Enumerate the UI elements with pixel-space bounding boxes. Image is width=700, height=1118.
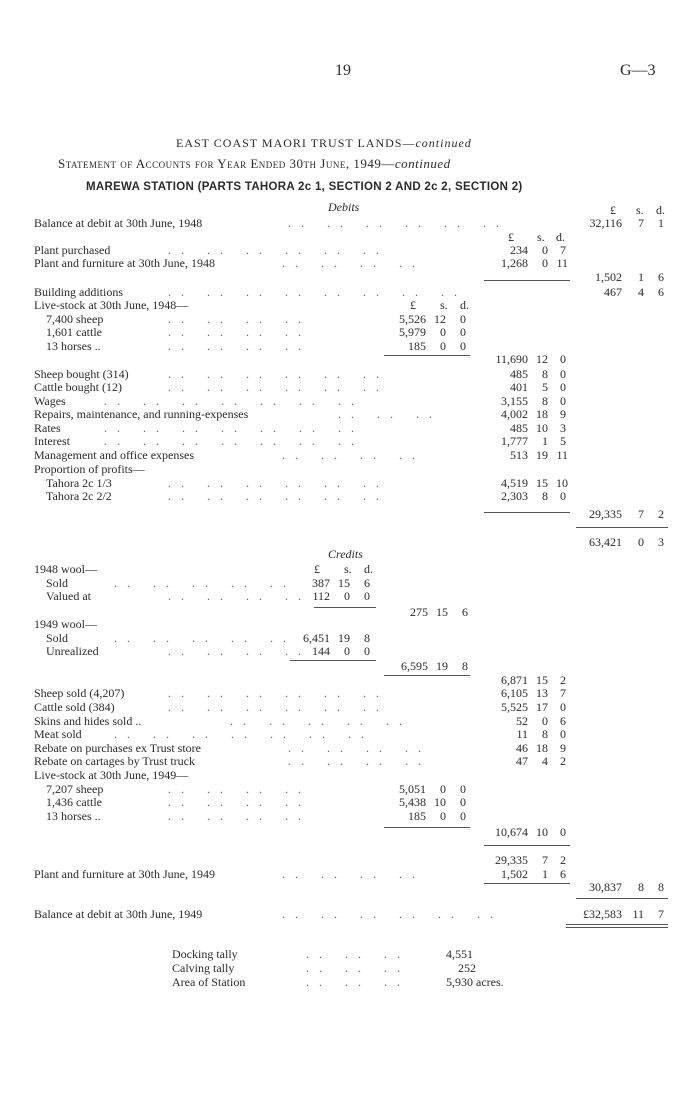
calving-tally-value: 252 [458,961,476,975]
profits-label: Proportion of profits— [34,462,145,476]
expense-pounds: 485 [510,367,528,381]
balance-1949-pence: 7 [658,907,664,921]
livestock-1949-sheep-pounds: 5,051 [399,782,426,796]
expense-pounds: 513 [510,448,528,462]
leader-dots: .. .. .. .. [168,339,311,353]
sale-pounds: 5,525 [501,700,528,714]
leader-dots: .. .. .. .. [168,325,311,339]
units-shilling: s. [537,230,545,244]
leader-dots: .. .. .. .. .. .. .. [104,421,364,435]
page-number: 19 [335,62,351,79]
rule [384,827,470,828]
units-pence: d. [364,562,373,576]
leader-dots: .. .. .. .. .. .. .. [104,434,364,448]
leader-dots: .. .. .. .. [168,809,311,823]
sale-shillings: 4 [542,754,548,768]
sale-pence: 0 [560,727,566,741]
wool-1948-total-pounds: 275 [410,605,428,619]
expense-label: Wages [34,394,66,408]
expense-pence: 0 [560,380,566,394]
expense-label: Cattle bought (12) [34,380,122,394]
expense-label: Sheep bought (314) [34,367,129,381]
profit-tahora-2-pounds: 2,303 [501,489,528,503]
wool-total-pounds: 6,871 [501,673,528,687]
balance-1948-label: Balance at debit at 30th June, 1948 [34,216,203,230]
leader-dots: .. .. .. .. [168,795,311,809]
rule [484,883,570,884]
livestock-1948-label: Live-stock at 30th June, 1948— [34,298,189,312]
sale-pence: 0 [560,700,566,714]
expense-shillings: 10 [536,421,548,435]
expense-pounds: 401 [510,380,528,394]
livestock-1949-sheep-label: 7,207 sheep [46,782,104,796]
plant-purchased-pence: 7 [560,243,566,257]
livestock-1948-total-shillings: 12 [536,352,548,366]
balance-1948-pence: 1 [658,216,664,230]
rule [384,355,470,356]
docking-tally-value: 4,551 [446,947,473,961]
title-statement: Statement of Accounts for Year Ended 30th June, 1949—continued [58,156,451,171]
units-shilling: s. [344,562,352,576]
livestock-1949-total-shillings: 10 [536,825,548,839]
plant-1949-shillings: 1 [542,867,548,881]
sale-label: Sheep sold (4,207) [34,686,125,700]
calving-tally-label: Calving tally [172,961,235,975]
livestock-1948-sheep-pence: 0 [460,312,466,326]
building-pounds: 467 [604,285,622,299]
wool-1949-unrealized-pence: 0 [364,644,370,658]
livestock-1948-horses-shillings: 0 [440,339,446,353]
expense-pence: 0 [560,394,566,408]
expense-label: Repairs, maintenance, and running-expenses [34,407,249,421]
livestock-1948-sheep-shillings: 12 [434,312,446,326]
livestock-1948-cattle-shillings: 0 [440,325,446,339]
wool-1949-unrealized-shillings: 0 [344,644,350,658]
sale-pence: 9 [560,741,566,755]
plant-1949-label: Plant and furniture at 30th June, 1949 [34,867,215,881]
sale-shillings: 0 [542,714,548,728]
expense-shillings: 18 [536,407,548,421]
units-pound: £ [610,203,616,217]
sale-shillings: 18 [536,741,548,755]
leader-dots: .. .. .. [338,407,442,421]
leader-dots: .. .. .. .. .. .. .. .. [168,285,467,299]
plant-1948-shillings: 0 [542,256,548,270]
debits-subtotal-pounds: 29,335 [589,507,622,521]
wool-1948-sold-shillings: 15 [338,576,350,590]
leader-dots: .. .. .. .. .. [114,631,296,645]
profit-tahora-2-pence: 0 [560,489,566,503]
leader-dots: .. .. .. .. .. .. [168,367,389,381]
plant-1949-pence: 6 [560,867,566,881]
expense-shillings: 5 [542,380,548,394]
leader-dots: .. .. .. .. .. [114,576,296,590]
wool-1949-label: 1949 wool— [34,617,97,631]
units-shilling: s. [440,298,448,312]
leader-dots: .. .. .. .. [282,256,425,270]
units-pence: d. [656,203,665,217]
profit-tahora-1-shillings: 15 [536,476,548,490]
leader-dots: .. .. .. .. [288,741,431,755]
leader-dots: .. .. .. .. [168,782,311,796]
wool-total-pence: 2 [560,673,566,687]
leader-dots: .. .. .. .. .. .. [168,243,389,257]
credits-heading: Credits [328,547,363,561]
rule [484,845,570,846]
profit-tahora-2-label: Tahora 2c 2/2 [46,489,112,503]
wool-1949-sold-label: Sold [46,631,69,645]
rule [576,527,668,528]
plant-1948-pounds: 1,268 [501,256,528,270]
expense-pence: 5 [560,434,566,448]
title-trust-lands: EAST COAST MAORI TRUST LANDS—continued [176,136,472,150]
leader-dots: .. .. .. .. .. .. [168,700,389,714]
wool-1949-total-pounds: 6,595 [401,659,428,673]
double-rule-top [566,924,668,925]
building-label: Building additions [34,285,124,299]
docking-tally-label: Docking tally [172,947,238,961]
wool-1949-sold-shillings: 19 [338,631,350,645]
leader-dots: .. .. .. .. [168,589,311,603]
leader-dots: .. .. .. .. .. .. [282,907,503,921]
sale-pence: 7 [560,686,566,700]
units-pence: d. [460,298,469,312]
balance-1949-shillings: 11 [632,907,644,921]
livestock-1949-horses-shillings: 0 [440,809,446,823]
plant-purchased-shillings: 0 [542,243,548,257]
wool-1948-sold-pounds: 387 [312,576,330,590]
wool-1948-valued-pence: 0 [364,589,370,603]
balance-1948-shillings: 7 [638,216,644,230]
expense-shillings: 19 [536,448,548,462]
livestock-1948-total-pence: 0 [560,352,566,366]
livestock-1949-cattle-pounds: 5,438 [399,795,426,809]
expense-shillings: 8 [542,394,548,408]
units-pound: £ [314,562,320,576]
expense-pence: 3 [560,421,566,435]
livestock-1948-cattle-label: 1,601 cattle [46,325,102,339]
livestock-1948-cattle-pounds: 5,979 [399,325,426,339]
profit-tahora-2-shillings: 8 [542,489,548,503]
expense-pounds: 4,002 [501,407,528,421]
leader-dots: .. .. .. .. [288,754,431,768]
plant-total-pence: 6 [658,270,664,284]
expense-label: Management and office expenses [34,448,195,462]
plant-total-pounds: 1,502 [595,270,622,284]
livestock-1949-sheep-pence: 0 [460,782,466,796]
leader-dots: .. .. .. .. .. .. [168,489,389,503]
section-code: G—3 [620,62,656,79]
expense-pence: 0 [560,367,566,381]
expense-shillings: 8 [542,367,548,381]
units-pound: £ [508,230,514,244]
plant-purchased-pounds: 234 [510,243,528,257]
livestock-1949-cattle-pence: 0 [460,795,466,809]
leader-dots: .. .. .. .. [282,448,425,462]
sale-pence: 6 [560,714,566,728]
leader-dots: .. .. .. .. .. .. [288,216,509,230]
livestock-1949-horses-label: 13 horses .. [46,809,101,823]
debits-heading: Debits [328,200,360,214]
leader-dots: .. .. .. .. [282,867,425,881]
livestock-1948-cattle-pence: 0 [460,325,466,339]
livestock-1949-cattle-label: 1,436 cattle [46,795,102,809]
rule [314,607,376,608]
wool-1949-total-shillings: 19 [436,659,448,673]
livestock-1949-sheep-shillings: 0 [440,782,446,796]
wool-1948-sold-label: Sold [46,576,69,590]
leader-dots: .. .. .. .. .. .. .. [104,394,364,408]
expense-pounds: 1,777 [501,434,528,448]
expense-pence: 11 [556,448,568,462]
leader-dots: .. .. .. .. .. .. [168,686,389,700]
profit-tahora-1-pence: 10 [556,476,568,490]
building-pence: 6 [658,285,664,299]
sale-shillings: 17 [536,700,548,714]
balance-1949-pounds: £32,583 [583,907,622,921]
sale-pence: 2 [560,754,566,768]
balance-1948-pounds: 32,116 [589,216,622,230]
debits-subtotal-shillings: 7 [638,507,644,521]
sale-shillings: 13 [536,686,548,700]
credits-subtotal-pounds: 29,335 [495,853,528,867]
livestock-1948-sheep-label: 7,400 sheep [46,312,104,326]
credits-total-shillings: 8 [638,880,644,894]
sale-label: Rebate on purchases ex Trust store [34,741,201,755]
wool-total-shillings: 15 [536,673,548,687]
profit-tahora-1-label: Tahora 2c 1/3 [46,476,112,490]
livestock-1949-total-pounds: 10,674 [495,825,528,839]
rule [384,675,470,676]
plant-1948-pence: 11 [556,256,568,270]
wool-1949-sold-pounds: 6,451 [303,631,330,645]
livestock-1949-total-pence: 0 [560,825,566,839]
balance-1949-label: Balance at debit at 30th June, 1949 [34,907,203,921]
plant-total-shillings: 1 [638,270,644,284]
sale-shillings: 8 [542,727,548,741]
expense-pounds: 3,155 [501,394,528,408]
wool-1949-unrealized-pounds: 144 [312,644,330,658]
plant-1949-pounds: 1,502 [501,867,528,881]
livestock-1949-horses-pounds: 185 [408,809,426,823]
sale-pounds: 52 [516,714,528,728]
units-pound: £ [410,298,416,312]
expense-label: Interest [34,434,70,448]
sale-pounds: 46 [516,741,528,755]
rule [576,898,668,899]
sale-pounds: 6,105 [501,686,528,700]
expense-shillings: 1 [542,434,548,448]
sale-label: Meat sold [34,727,82,741]
rule [290,660,376,661]
leader-dots: .. .. .. [306,947,410,961]
units-pence: d. [556,230,565,244]
title-station: MAREWA STATION (PARTS TAHORA 2c 1, SECTION 2 AND 2c 2, SECTION 2) [86,181,523,193]
wool-1948-valued-label: Valued at [46,589,91,603]
expense-pence: 9 [560,407,566,421]
livestock-1949-cattle-shillings: 10 [434,795,446,809]
debits-total-pounds: 63,421 [589,535,622,549]
plant-1948-label: Plant and furniture at 30th June, 1948 [34,256,215,270]
sale-label: Cattle sold (384) [34,700,115,714]
livestock-1948-total-pounds: 11,690 [495,352,528,366]
building-shillings: 4 [638,285,644,299]
rule [484,512,570,513]
livestock-1948-horses-pounds: 185 [408,339,426,353]
livestock-1948-sheep-pounds: 5,526 [399,312,426,326]
wool-1949-total-pence: 8 [462,659,468,673]
debits-total-shillings: 0 [638,535,644,549]
station-area-value: 5,930 acres. [446,975,504,989]
wool-1949-sold-pence: 8 [364,631,370,645]
credits-subtotal-pence: 2 [560,853,566,867]
leader-dots: .. .. .. .. [168,644,311,658]
credits-total-pence: 8 [658,880,664,894]
wool-1948-sold-pence: 6 [364,576,370,590]
livestock-1948-horses-label: 13 horses .. [46,339,101,353]
sale-pounds: 47 [516,754,528,768]
livestock-1949-label: Live-stock at 30th June, 1949— [34,768,189,782]
leader-dots: .. .. .. .. .. .. .. [114,727,374,741]
leader-dots: .. .. .. .. [168,312,311,326]
units-shilling: s. [636,203,644,217]
credits-total-pounds: 30,837 [589,880,622,894]
leader-dots: .. .. .. .. .. .. [168,476,389,490]
wool-1948-total-pence: 6 [462,605,468,619]
wool-1948-label: 1948 wool— [34,562,97,576]
profit-tahora-1-pounds: 4,519 [501,476,528,490]
leader-dots: .. .. .. [306,961,410,975]
credits-subtotal-shillings: 7 [542,853,548,867]
station-area-label: Area of Station [172,975,246,989]
wool-1948-valued-pounds: 112 [312,589,330,603]
wool-1948-total-shillings: 15 [436,605,448,619]
wool-1948-valued-shillings: 0 [344,589,350,603]
livestock-1948-horses-pence: 0 [460,339,466,353]
sale-label: Rebate on cartages by Trust truck [34,754,195,768]
expense-pounds: 485 [510,421,528,435]
plant-purchased-label: Plant purchased [34,243,111,257]
double-rule-bottom [566,927,668,928]
sale-pounds: 11 [516,727,528,741]
debits-total-pence: 3 [658,535,664,549]
rule [484,280,570,281]
debits-subtotal-pence: 2 [658,507,664,521]
leader-dots: .. .. .. [306,975,410,989]
expense-label: Rates [34,421,61,435]
sale-label: Skins and hides sold .. [34,714,142,728]
livestock-1949-horses-pence: 0 [460,809,466,823]
leader-dots: .. .. .. .. .. [230,714,412,728]
wool-1949-unrealized-label: Unrealized [46,644,99,658]
leader-dots: .. .. .. .. .. .. [168,380,389,394]
